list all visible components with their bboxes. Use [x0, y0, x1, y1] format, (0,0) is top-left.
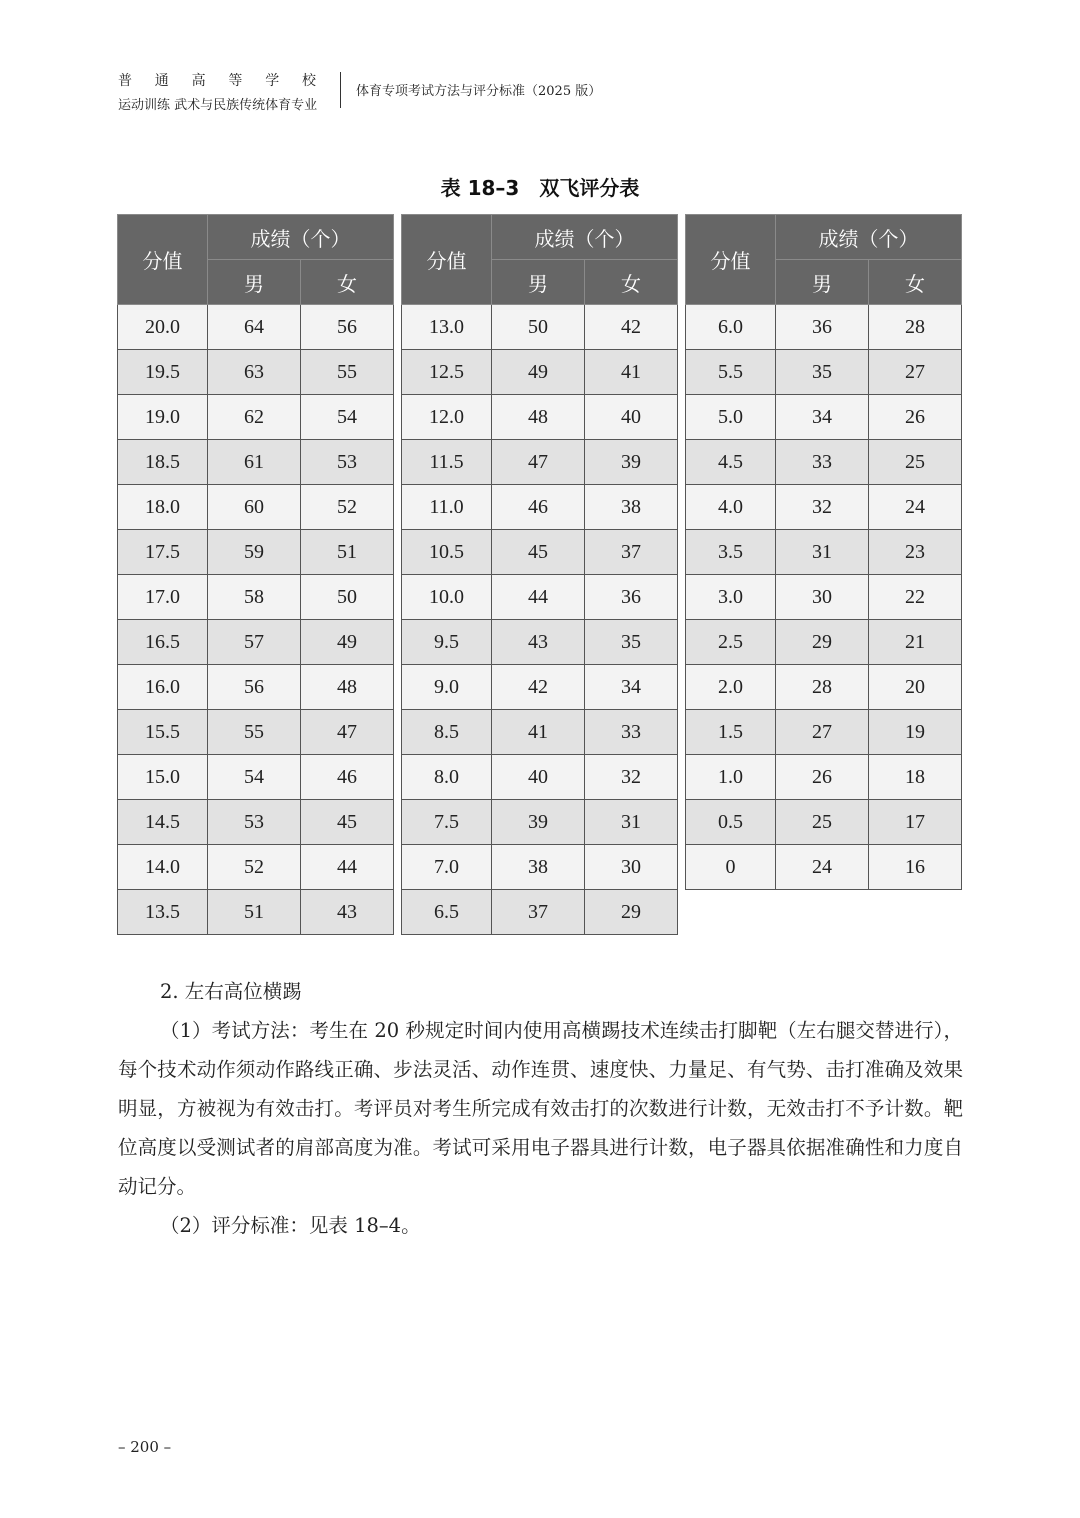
score-cell: 12.0: [402, 395, 492, 440]
male-count-cell: 58: [208, 575, 301, 620]
table-row: [118, 620, 394, 665]
female-count-cell: 48: [301, 665, 394, 710]
female-count-cell: 56: [301, 305, 394, 350]
book-title: 体育专项考试方法与评分标准（2025 版）: [356, 84, 602, 99]
female-count-cell: 46: [301, 755, 394, 800]
male-count-cell: 33: [776, 440, 869, 485]
score-cell: 11.5: [402, 440, 492, 485]
school-char: 校: [301, 73, 316, 89]
table-row: [686, 665, 962, 710]
female-count-cell: 47: [301, 710, 394, 755]
female-count-cell: 41: [585, 350, 678, 395]
table-row: [686, 575, 962, 620]
female-column-header: 女: [585, 260, 678, 305]
male-count-cell: 26: [776, 755, 869, 800]
male-count-cell: 46: [492, 485, 585, 530]
female-count-cell: 31: [585, 800, 678, 845]
score-cell: 8.0: [402, 755, 492, 800]
male-count-cell: 56: [208, 665, 301, 710]
score-cell: 17.5: [118, 530, 208, 575]
male-count-cell: 35: [776, 350, 869, 395]
table-row: [118, 890, 394, 935]
female-count-cell: 27: [869, 350, 962, 395]
female-count-cell: 30: [585, 845, 678, 890]
table-row: [118, 755, 394, 800]
table-row: [402, 890, 678, 935]
table-row: [402, 485, 678, 530]
table-row: [118, 845, 394, 890]
male-count-cell: 32: [776, 485, 869, 530]
score-cell: 0.5: [686, 800, 776, 845]
female-count-cell: 23: [869, 530, 962, 575]
score-cell: 7.0: [402, 845, 492, 890]
table-row: [118, 800, 394, 845]
female-count-cell: 22: [869, 575, 962, 620]
female-count-cell: 25: [869, 440, 962, 485]
scoring-standard-paragraph: （2）评分标准：见表 18–4。: [160, 1214, 421, 1237]
male-column-header: 男: [208, 260, 301, 305]
score-cell: 15.0: [118, 755, 208, 800]
male-count-cell: 27: [776, 710, 869, 755]
male-count-cell: 60: [208, 485, 301, 530]
male-count-cell: 55: [208, 710, 301, 755]
table-row: [686, 620, 962, 665]
female-count-cell: 40: [585, 395, 678, 440]
female-count-cell: 43: [301, 890, 394, 935]
score-cell: 4.5: [686, 440, 776, 485]
school-char: 学: [265, 73, 280, 89]
score-cell: 9.0: [402, 665, 492, 710]
female-count-cell: 19: [869, 710, 962, 755]
table-row: [402, 710, 678, 755]
male-count-cell: 50: [492, 305, 585, 350]
table-row: [118, 305, 394, 350]
score-cell: 4.0: [686, 485, 776, 530]
male-count-cell: 37: [492, 890, 585, 935]
female-count-cell: 45: [301, 800, 394, 845]
table-row: [686, 800, 962, 845]
male-column-header: 男: [492, 260, 585, 305]
table-row: [686, 305, 962, 350]
score-cell: 14.0: [118, 845, 208, 890]
male-count-cell: 63: [208, 350, 301, 395]
female-count-cell: 33: [585, 710, 678, 755]
female-count-cell: 26: [869, 395, 962, 440]
score-cell: 3.5: [686, 530, 776, 575]
school-name: [118, 70, 316, 90]
male-count-cell: 39: [492, 800, 585, 845]
table-row: [686, 845, 962, 890]
male-count-cell: 42: [492, 665, 585, 710]
male-count-cell: 59: [208, 530, 301, 575]
female-count-cell: 24: [869, 485, 962, 530]
female-count-cell: 44: [301, 845, 394, 890]
male-count-cell: 47: [492, 440, 585, 485]
table-row: [402, 800, 678, 845]
score-cell: 16.0: [118, 665, 208, 710]
table-row: [118, 440, 394, 485]
table-row: [118, 530, 394, 575]
score-cell: 10.5: [402, 530, 492, 575]
female-count-cell: 55: [301, 350, 394, 395]
score-cell: 1.0: [686, 755, 776, 800]
score-cell: 6.0: [686, 305, 776, 350]
score-cell: 2.0: [686, 665, 776, 710]
table-row: [118, 665, 394, 710]
score-cell: 13.0: [402, 305, 492, 350]
test-method-paragraph: （1）考试方法：考生在 20 秒规定时间内使用高横踢技术连续击打脚靶（左右腿交替进行），每个技术动作须动作路线正确、步法灵活、动作连贯、速度快、力量足、有气势、击打准确及效果明显，方被视为有效击打。考评员对考生所完成有效击打的次数进行计数，无效击打不予计数。靶位高度以受测试者的肩部高度为准。考试可采用电子器具进行计数，电子器具依据准确性和力度自动记分。: [118, 1019, 963, 1198]
female-count-cell: 36: [585, 575, 678, 620]
table-row: [402, 305, 678, 350]
male-column-header: 男: [776, 260, 869, 305]
table-row: [402, 620, 678, 665]
male-count-cell: 44: [492, 575, 585, 620]
page-number: – 200 –: [118, 1438, 172, 1456]
male-count-cell: 51: [208, 890, 301, 935]
male-count-cell: 57: [208, 620, 301, 665]
score-cell: 5.5: [686, 350, 776, 395]
school-char: 等: [228, 73, 243, 89]
female-count-cell: 51: [301, 530, 394, 575]
score-cell: 3.0: [686, 575, 776, 620]
female-count-cell: 34: [585, 665, 678, 710]
male-count-cell: 24: [776, 845, 869, 890]
male-count-cell: 49: [492, 350, 585, 395]
score-cell: 16.5: [118, 620, 208, 665]
table-row: [686, 350, 962, 395]
table-row: [118, 710, 394, 755]
male-count-cell: 43: [492, 620, 585, 665]
school-char: 通: [154, 73, 169, 89]
table-row: [686, 440, 962, 485]
score-column-header: 分值: [118, 215, 208, 305]
score-table-panel-1: [117, 214, 394, 935]
score-cell: 1.5: [686, 710, 776, 755]
table-title: 表 18–3 双飞评分表: [440, 176, 640, 200]
table-row: [402, 575, 678, 620]
table-row: [118, 395, 394, 440]
male-count-cell: 34: [776, 395, 869, 440]
score-cell: 14.5: [118, 800, 208, 845]
table-row: [402, 440, 678, 485]
male-count-cell: 52: [208, 845, 301, 890]
female-column-header: 女: [301, 260, 394, 305]
male-count-cell: 62: [208, 395, 301, 440]
female-count-cell: 49: [301, 620, 394, 665]
female-count-cell: 29: [585, 890, 678, 935]
female-column-header: 女: [869, 260, 962, 305]
score-cell: 19.0: [118, 395, 208, 440]
male-count-cell: 30: [776, 575, 869, 620]
table-row: [686, 755, 962, 800]
male-count-cell: 38: [492, 845, 585, 890]
male-count-cell: 48: [492, 395, 585, 440]
score-cell: 5.0: [686, 395, 776, 440]
score-cell: 18.0: [118, 485, 208, 530]
male-count-cell: 28: [776, 665, 869, 710]
male-count-cell: 36: [776, 305, 869, 350]
female-count-cell: 28: [869, 305, 962, 350]
female-count-cell: 35: [585, 620, 678, 665]
female-count-cell: 38: [585, 485, 678, 530]
score-table-panel-2: [401, 214, 678, 935]
table-row: [402, 395, 678, 440]
score-cell: 7.5: [402, 800, 492, 845]
female-count-cell: 37: [585, 530, 678, 575]
header-divider: [340, 72, 341, 108]
female-count-cell: 32: [585, 755, 678, 800]
table-row: [686, 530, 962, 575]
table-row: [118, 350, 394, 395]
program-name: 运动训练 武术与民族传统体育专业: [118, 98, 318, 113]
score-cell: 18.5: [118, 440, 208, 485]
table-row: [118, 575, 394, 620]
female-count-cell: 17: [869, 800, 962, 845]
score-cell: 0: [686, 845, 776, 890]
score-cell: 8.5: [402, 710, 492, 755]
table-row: [118, 485, 394, 530]
male-count-cell: 31: [776, 530, 869, 575]
table-row: [402, 665, 678, 710]
score-cell: 15.5: [118, 710, 208, 755]
score-cell: 20.0: [118, 305, 208, 350]
table-row: [686, 485, 962, 530]
school-char: 普: [118, 73, 132, 89]
male-count-cell: 29: [776, 620, 869, 665]
female-count-cell: 21: [869, 620, 962, 665]
male-count-cell: 54: [208, 755, 301, 800]
male-count-cell: 41: [492, 710, 585, 755]
score-cell: 11.0: [402, 485, 492, 530]
female-count-cell: 42: [585, 305, 678, 350]
male-count-cell: 53: [208, 800, 301, 845]
male-count-cell: 61: [208, 440, 301, 485]
table-row: [402, 845, 678, 890]
female-count-cell: 50: [301, 575, 394, 620]
score-cell: 10.0: [402, 575, 492, 620]
school-char: 高: [191, 73, 206, 89]
score-cell: 19.5: [118, 350, 208, 395]
female-count-cell: 18: [869, 755, 962, 800]
score-column-header: 分值: [402, 215, 492, 305]
score-column-header: 分值: [686, 215, 776, 305]
table-row: [402, 755, 678, 800]
female-count-cell: 20: [869, 665, 962, 710]
result-column-header: 成绩（个）: [208, 215, 394, 260]
female-count-cell: 52: [301, 485, 394, 530]
female-count-cell: 54: [301, 395, 394, 440]
table-row: [686, 710, 962, 755]
score-cell: 13.5: [118, 890, 208, 935]
male-count-cell: 40: [492, 755, 585, 800]
table-row: [402, 350, 678, 395]
score-cell: 12.5: [402, 350, 492, 395]
score-cell: 2.5: [686, 620, 776, 665]
table-row: [686, 395, 962, 440]
header-left: [118, 70, 328, 113]
male-count-cell: 25: [776, 800, 869, 845]
score-table-panel-3: [685, 214, 962, 890]
score-cell: 6.5: [402, 890, 492, 935]
score-cell: 17.0: [118, 575, 208, 620]
female-count-cell: 16: [869, 845, 962, 890]
score-cell: 9.5: [402, 620, 492, 665]
result-column-header: 成绩（个）: [776, 215, 962, 260]
result-column-header: 成绩（个）: [492, 215, 678, 260]
male-count-cell: 64: [208, 305, 301, 350]
table-row: [402, 530, 678, 575]
male-count-cell: 45: [492, 530, 585, 575]
female-count-cell: 53: [301, 440, 394, 485]
female-count-cell: 39: [585, 440, 678, 485]
section-heading: 2. 左右高位横踢: [160, 980, 302, 1003]
